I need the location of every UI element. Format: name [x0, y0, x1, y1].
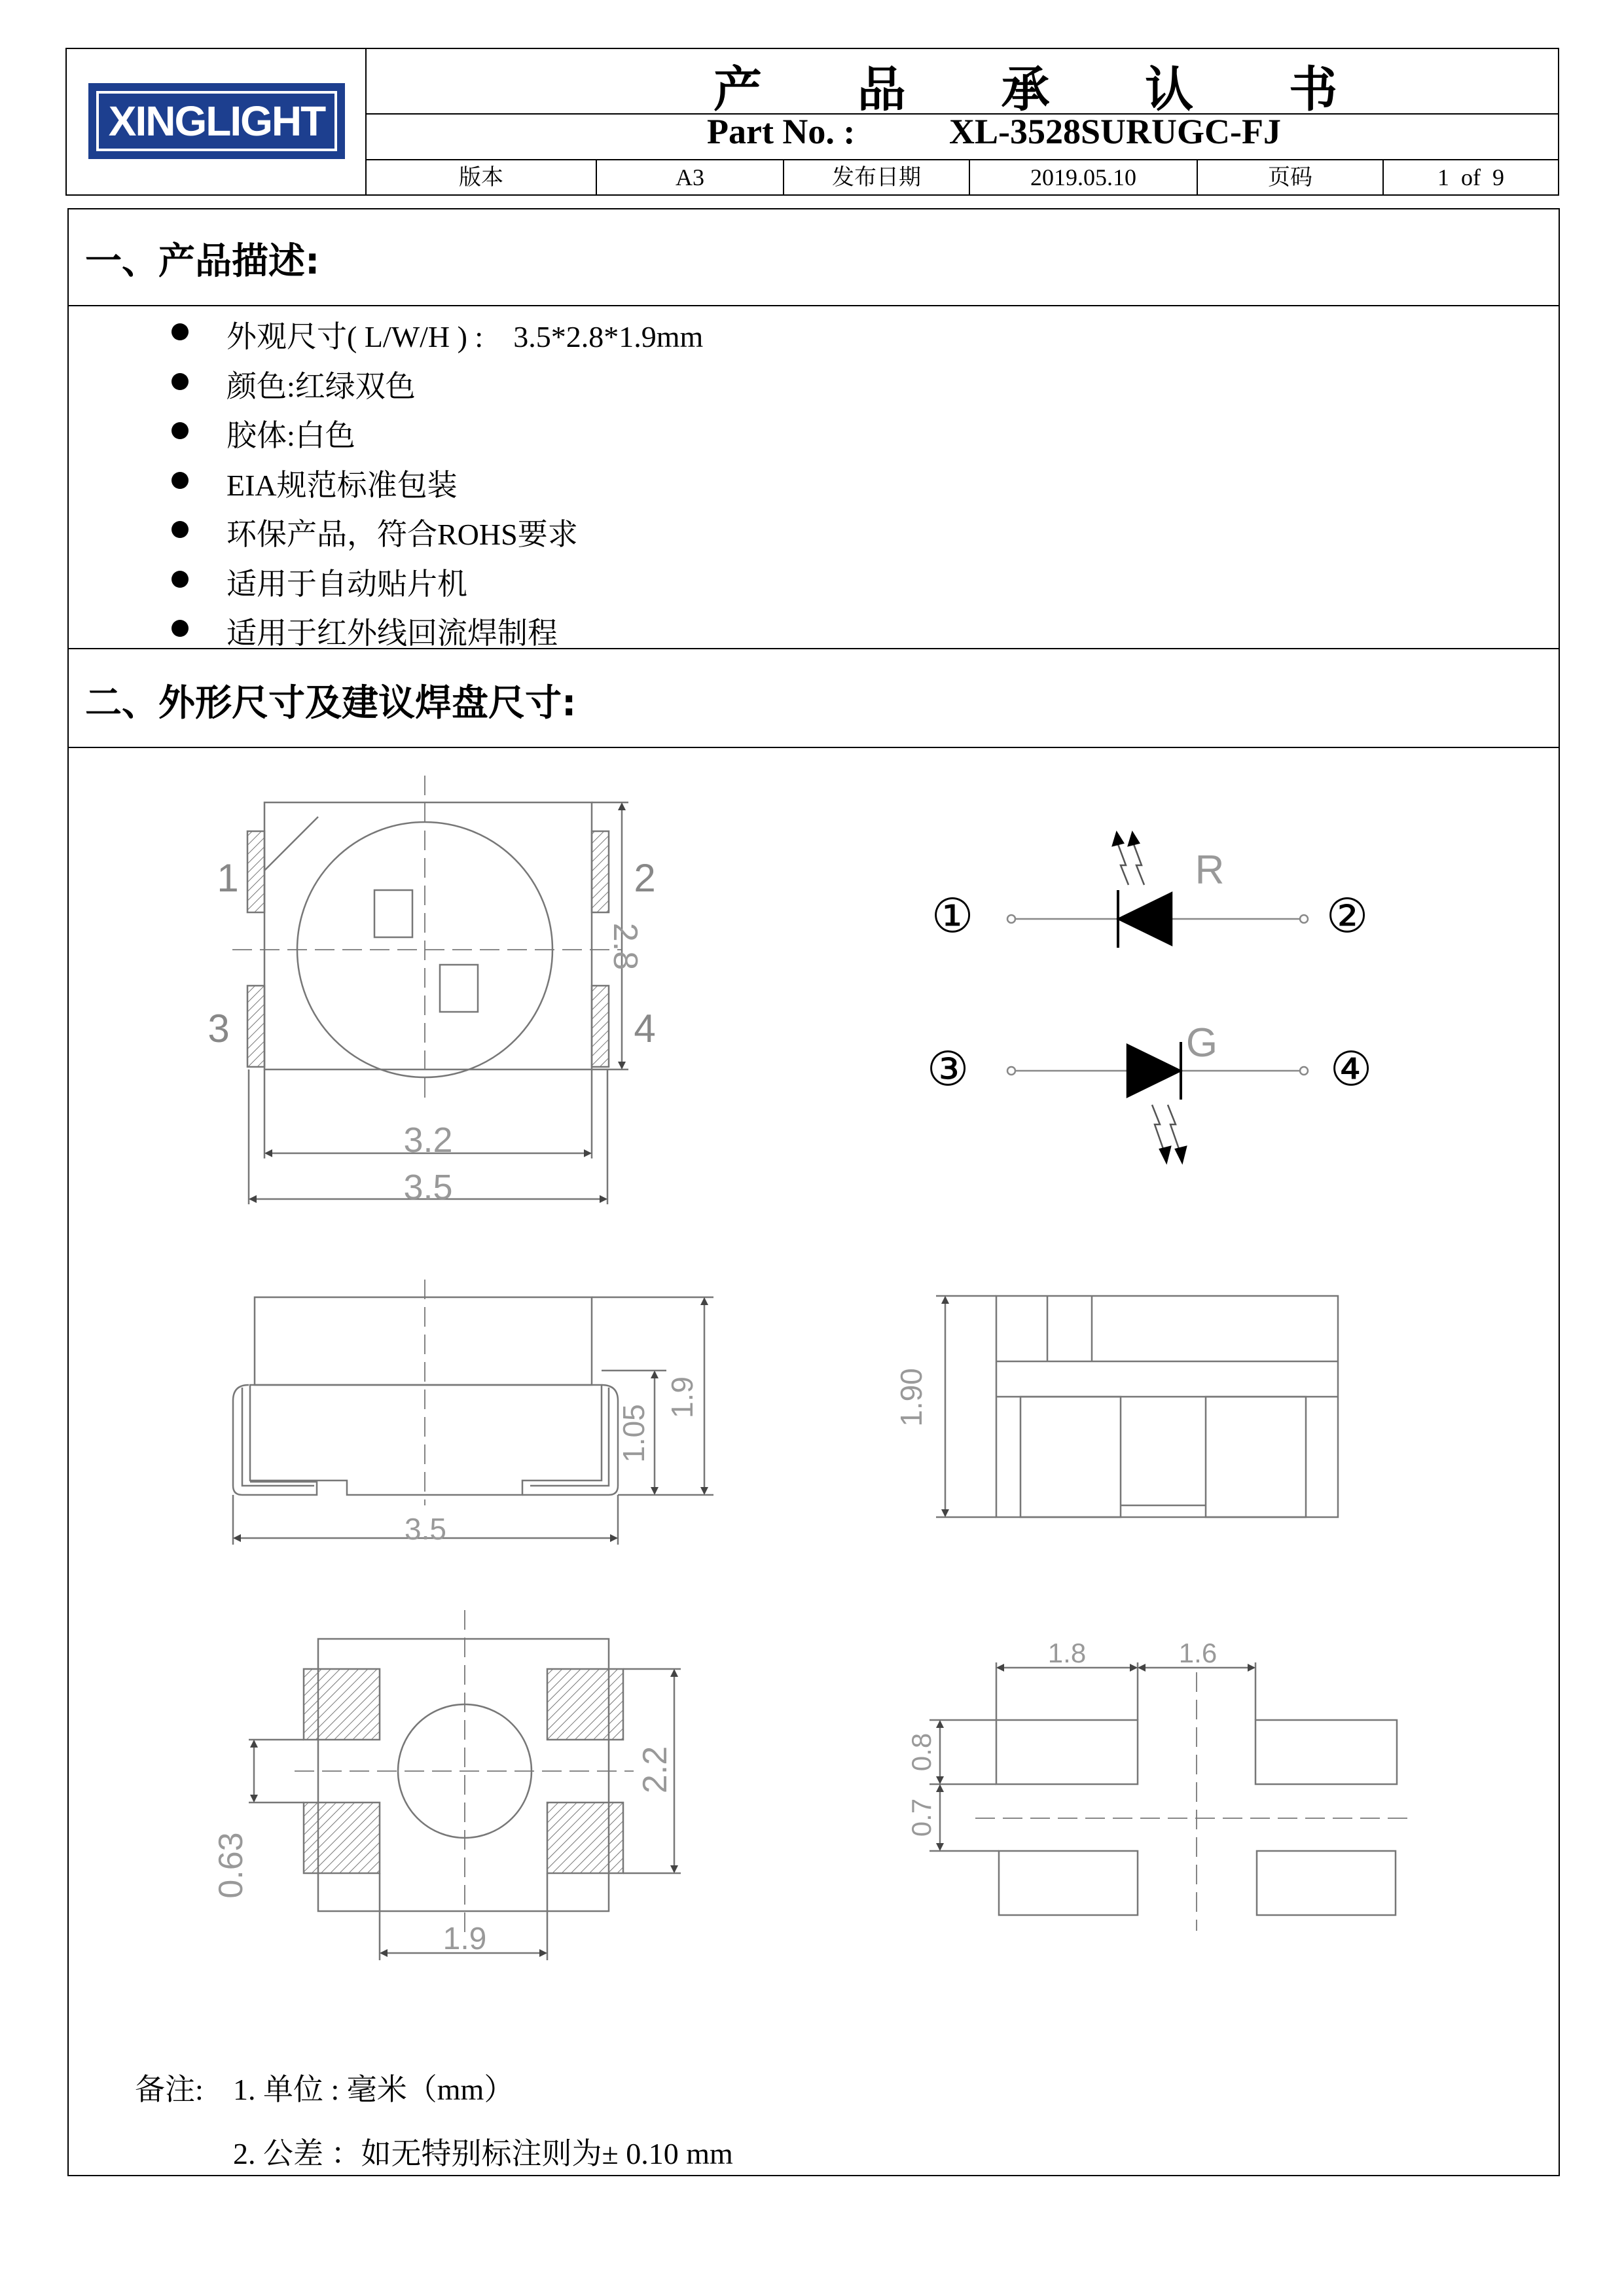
section2-title: 二、外形尺寸及建议焊盘尺寸:	[85, 682, 577, 725]
node1-label: ①	[931, 890, 974, 942]
side-dim-total: 1.9	[665, 1376, 699, 1418]
notes-label: 备注:	[135, 2073, 204, 2106]
part-no-value: XL-3528SURUGC-FJ	[949, 112, 1281, 151]
pad-dim-width: 1.8	[1047, 1638, 1087, 1668]
bullet-text: 适用于红外线回流焊制程	[226, 617, 558, 650]
bullet-text: 外观尺寸( L/W/H ) : 3.5*2.8*1.9mm	[226, 320, 704, 353]
side-dim-body: 1.05	[617, 1404, 651, 1463]
pad-dim-spacing: 0.7	[906, 1798, 937, 1837]
node3-label: ③	[926, 1043, 969, 1096]
green-led-label: G	[1185, 1020, 1218, 1066]
date-label: 发布日期	[832, 164, 921, 190]
note-tolerance: 2. 公差 ：如无特别标注则为± 0.10 mm	[233, 2137, 733, 2170]
bottom-dim-gap: 0.63	[212, 1832, 250, 1899]
bottom-dim-pad: 2.2	[636, 1746, 674, 1794]
pin2-label: 2	[634, 856, 656, 900]
part-no-label: Part No. :	[707, 112, 856, 151]
bullet-text: 颜色:红绿双色	[226, 370, 416, 403]
date-value: 2019.05.10	[1030, 164, 1136, 190]
pad-dim-gap: 1.6	[1178, 1638, 1218, 1668]
end-view-drawing	[936, 1296, 1338, 1517]
pad-dim-height: 0.8	[906, 1732, 937, 1772]
node2-label: ②	[1326, 890, 1369, 942]
top-dim-inner: 3.2	[403, 1121, 453, 1160]
version-value: A3	[676, 164, 704, 190]
bullet-text: 环保产品，符合ROHS要求	[226, 518, 578, 551]
bullet-text: 胶体:白色	[226, 419, 355, 452]
version-label: 版本	[459, 164, 503, 190]
bullet-text: EIA规范标准包装	[226, 469, 458, 502]
red-led-label: R	[1195, 848, 1225, 893]
node4-label: ④	[1329, 1043, 1373, 1096]
top-dim-height: 2.8	[606, 922, 644, 971]
page-value: 1 of 9	[1437, 164, 1504, 190]
section1-title: 一、产品描述:	[85, 240, 320, 283]
bottom-view-drawing	[249, 1610, 681, 1960]
document-title: 产 品 承 认 书	[713, 62, 1377, 118]
note-unit: 1. 单位 : 毫米（mm）	[233, 2073, 514, 2106]
pin1-label: 1	[217, 856, 239, 900]
bottom-dim-circle: 1.9	[442, 1922, 487, 1956]
circuit-diagram	[1007, 833, 1308, 1162]
pad-layout-drawing	[929, 1662, 1407, 1931]
top-dim-outer: 3.5	[403, 1168, 453, 1207]
logo-text: XINGLIGHT	[108, 98, 325, 145]
end-dim-height: 1.90	[894, 1368, 928, 1427]
page-label: 页码	[1268, 164, 1312, 190]
pin4-label: 4	[634, 1007, 656, 1050]
bullet-text: 适用于自动贴片机	[226, 567, 467, 601]
side-dim-width: 3.5	[405, 1512, 446, 1546]
pin3-label: 3	[208, 1007, 230, 1050]
